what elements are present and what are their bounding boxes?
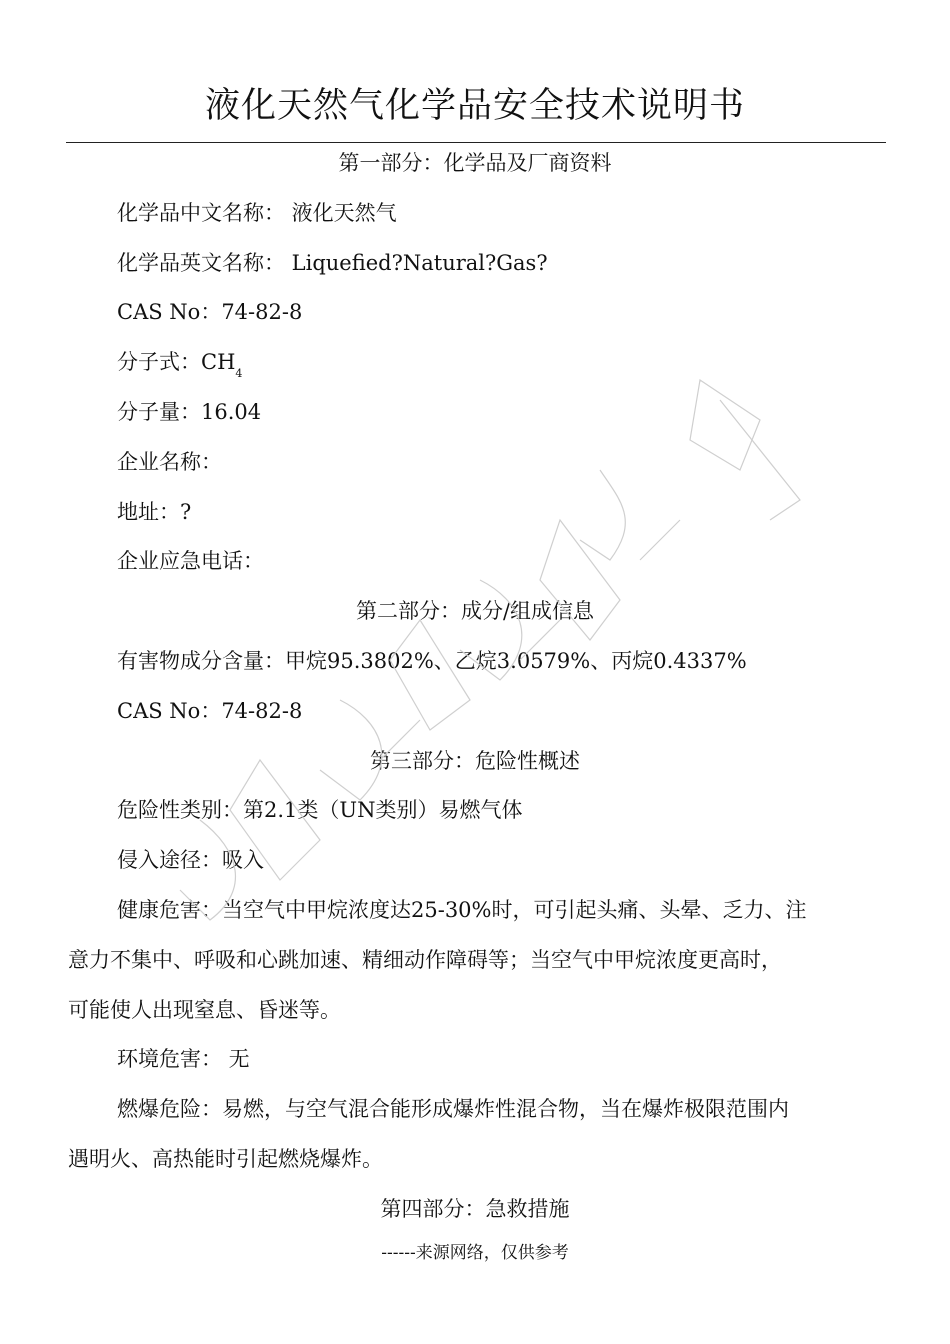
text-line	[117, 646, 747, 676]
line-text: 化学品中文名称： 液化天然气	[117, 200, 397, 225]
title-divider	[66, 142, 886, 143]
line-text: 地址：?	[117, 499, 192, 524]
formula-subscript: 4	[235, 367, 243, 381]
text-line	[117, 696, 302, 726]
source-footer: ------来源网络，仅供参考	[381, 1243, 569, 1263]
section-heading	[0, 1194, 950, 1224]
text-line	[117, 397, 261, 427]
line-text: 可能使人出现窒息、昏迷等。	[68, 997, 341, 1022]
text-line	[117, 447, 222, 477]
line-text: 意力不集中、呼吸和心跳加速、精细动作障碍等；当空气中甲烷浓度更高时，	[68, 947, 782, 972]
line-text: 企业名称：	[117, 449, 222, 474]
text-line	[68, 1144, 383, 1174]
text-line	[117, 497, 191, 527]
line-text: 分子式：CH	[117, 350, 236, 375]
text-line	[68, 995, 341, 1025]
section-heading	[0, 746, 950, 776]
line-text: 健康危害：当空气中甲烷浓度达25-30%时，可引起头痛、头晕、乏力、注	[117, 898, 807, 922]
line-text: 遇明火、高热能时引起燃烧爆炸。	[68, 1147, 383, 1171]
line-text: 第四部分：急救措施	[380, 1196, 570, 1221]
line-text: 分子量：16.04	[117, 400, 262, 424]
text-line	[117, 1044, 250, 1074]
text-line	[68, 945, 782, 975]
line-text: 化学品英文名称： Liquefied?Natural?Gas?	[117, 250, 548, 275]
text-line	[117, 546, 264, 576]
line-text: 企业应急电话：	[117, 549, 264, 574]
text-line	[117, 795, 522, 825]
text-line	[117, 198, 397, 228]
line-text: 有害物成分含量：甲烷95.3802%、乙烷3.0579%、丙烷0.4337%	[117, 649, 747, 673]
line-text: 第二部分：成分/组成信息	[355, 599, 595, 624]
line-text: 第三部分：危险性概述	[370, 748, 580, 773]
document-title: 液化天然气化学品安全技术说明书	[204, 86, 745, 126]
text-line	[117, 248, 548, 278]
text-line	[117, 347, 242, 389]
section-heading	[0, 148, 950, 178]
line-text: CAS No：74-82-8	[117, 698, 303, 723]
text-line	[117, 297, 302, 327]
line-text: CAS No：74-82-8	[117, 300, 303, 325]
line-text: 危险性类别：第2.1类（UN类别）易燃气体	[117, 798, 523, 823]
line-text: 燃爆危险：易燃，与空气混合能形成爆炸性混合物，当在爆炸极限范围内	[117, 1097, 789, 1122]
text-line	[117, 895, 807, 925]
text-line	[117, 1094, 789, 1124]
text-line	[117, 845, 264, 875]
line-text: 第一部分：化学品及厂商资料	[338, 151, 612, 175]
line-text: 环境危害： 无	[117, 1047, 250, 1072]
section-heading	[0, 596, 950, 626]
line-text: 侵入途径：吸入	[117, 848, 264, 873]
